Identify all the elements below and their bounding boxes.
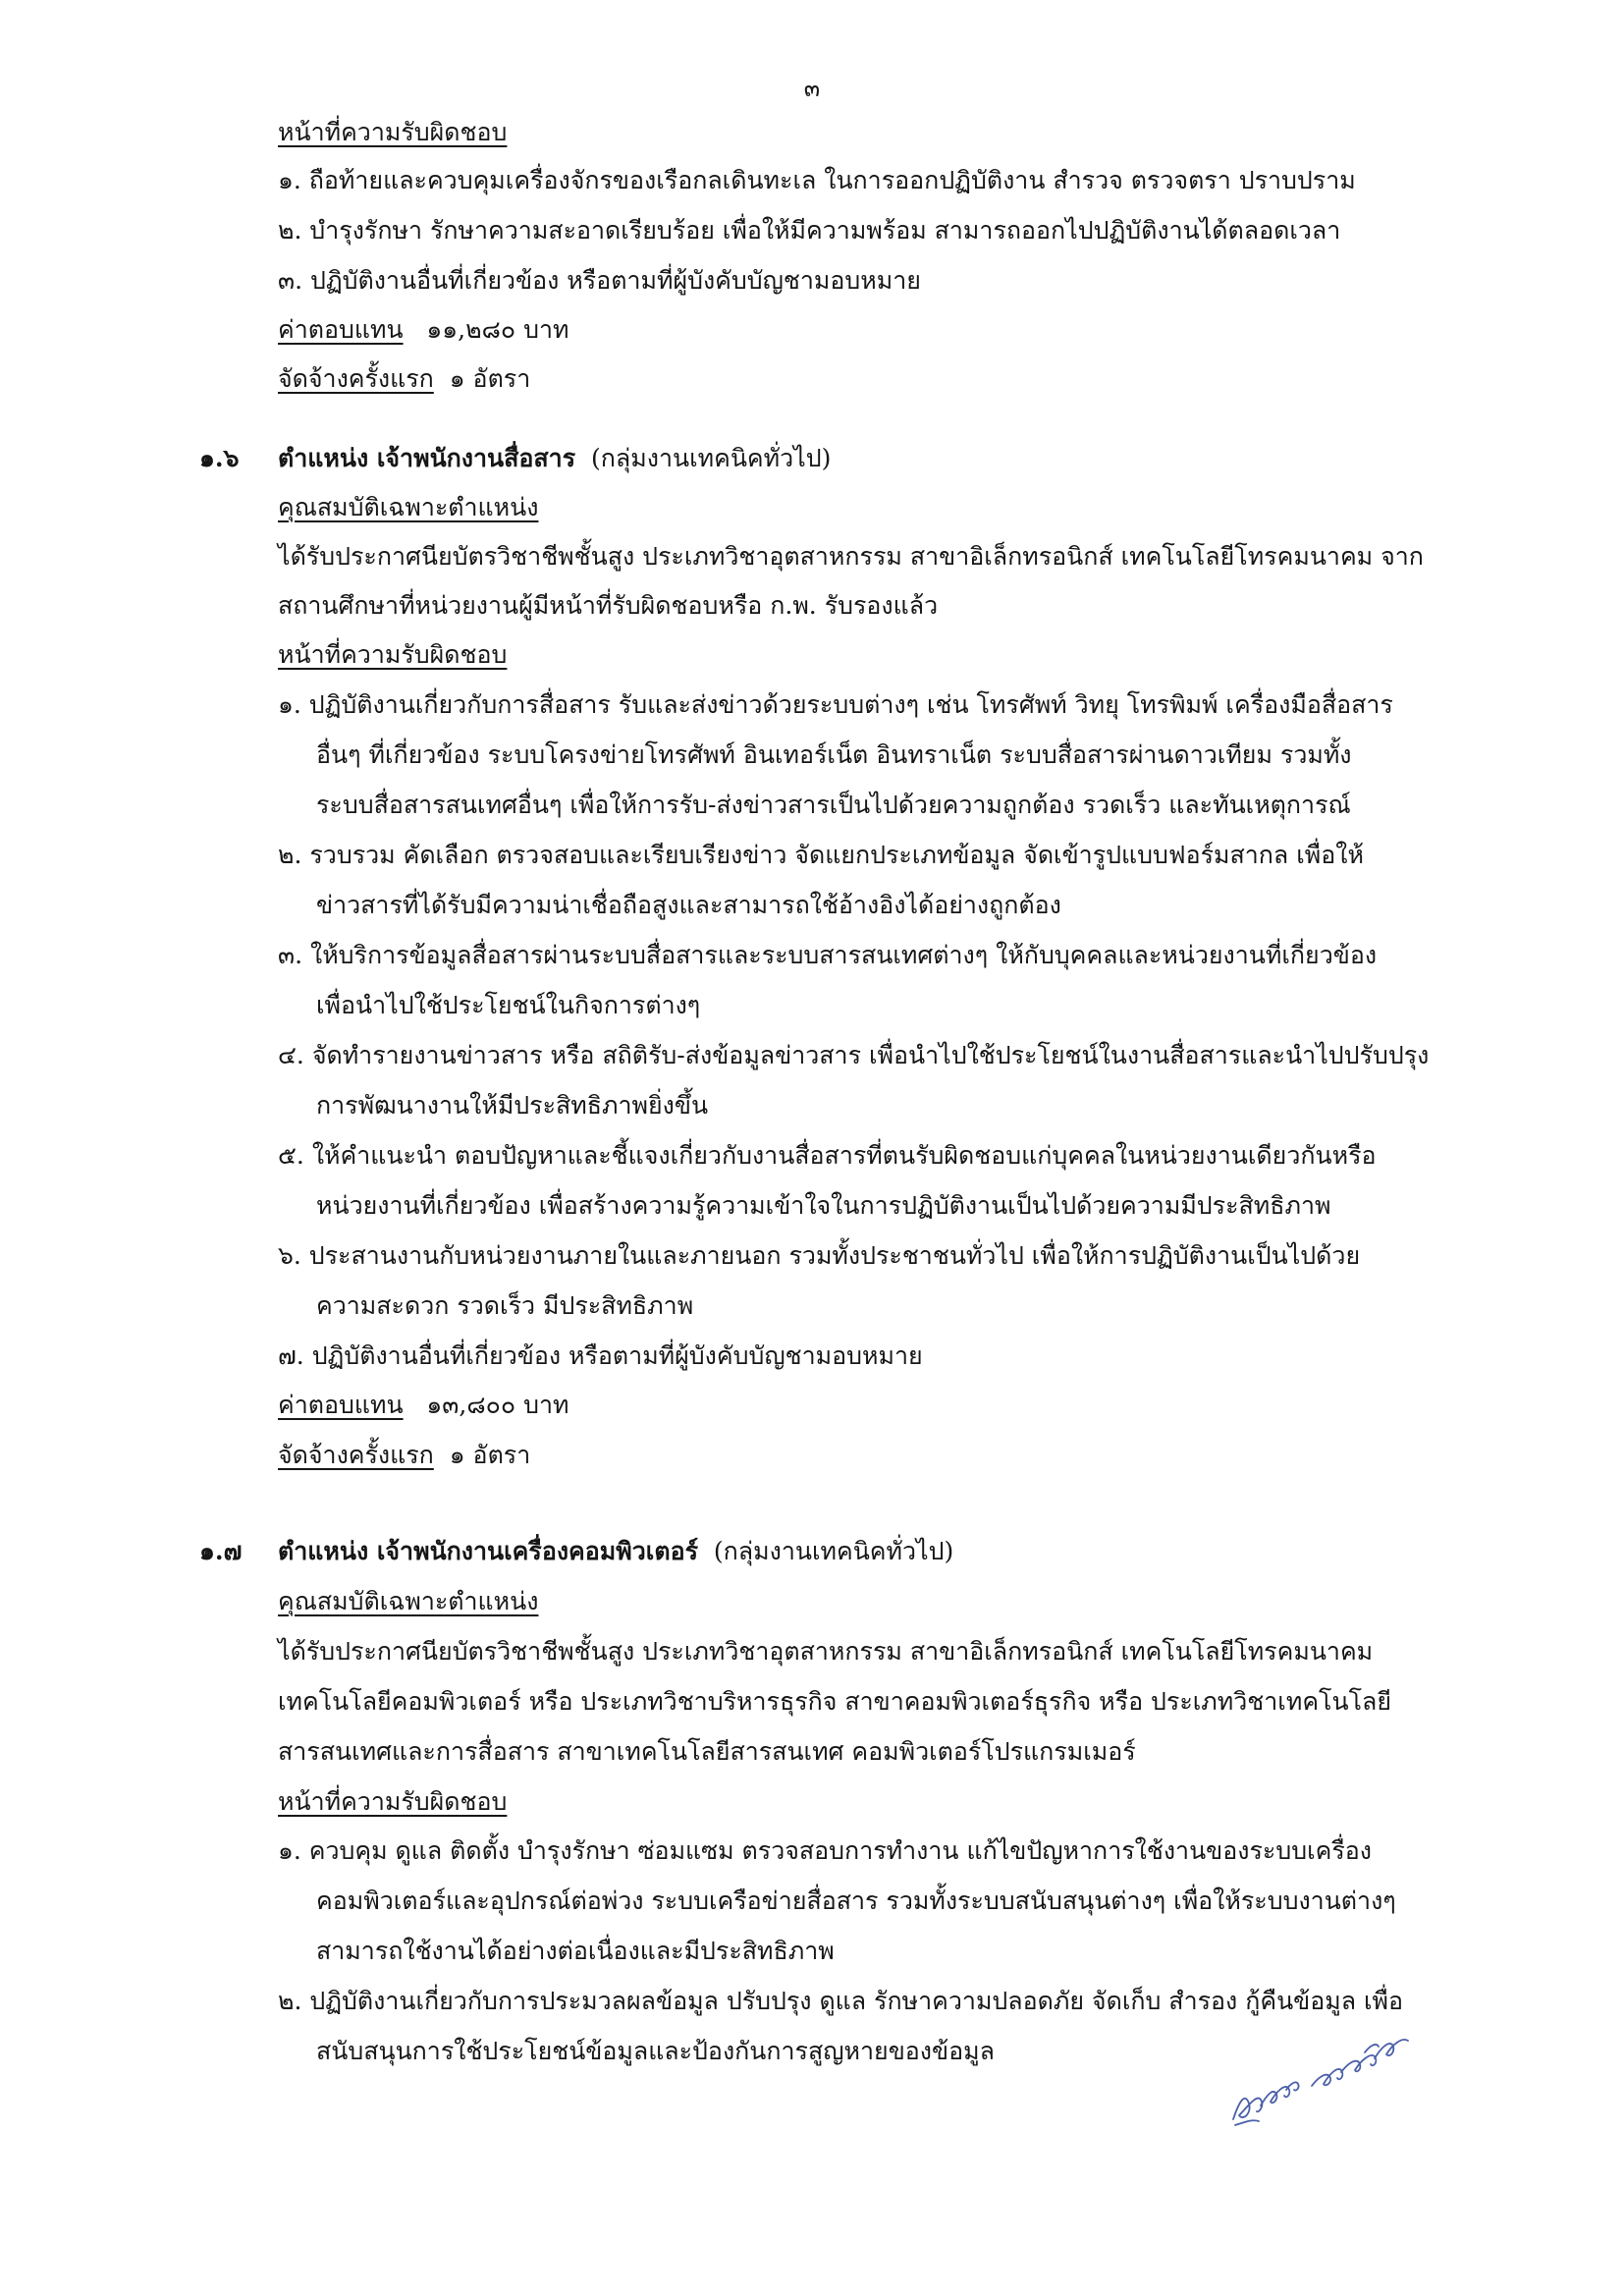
pay-value: ๑๑,๒๘๐ บาท — [426, 315, 569, 344]
duties-heading: หน้าที่ความรับผิดชอบ — [278, 118, 508, 146]
hire-row — [278, 362, 530, 396]
qualification-line: เทคโนโลยีคอมพิวเตอร์ หรือ ประเภทวิชาบริหารธุรกิจ สาขาคอมพิวเตอร์ธุรกิจ หรือ ประเภทวิชาเทคโนโลยี — [278, 1687, 1391, 1716]
duty-item: ๓. ปฏิบัติงานอื่นที่เกี่ยวข้อง หรือตามที่ผู้บังคับบัญชามอบหมาย — [278, 266, 921, 295]
qualification-heading: คุณสมบัติเฉพาะตำแหน่ง — [278, 493, 539, 521]
duty-line: ๑. ควบคุม ดูแล ติดตั้ง บำรุงรักษา ซ่อมแซม ตรวจสอบการทำงาน แก้ไขปัญหาการใช้งานของระบบเครื่อง — [278, 1836, 1372, 1865]
duties-heading: หน้าที่ความรับผิดชอบ — [278, 640, 508, 669]
pay-row — [278, 1389, 568, 1422]
handwritten-signature — [1227, 2023, 1424, 2131]
duty-line: สนับสนุนการใช้ประโยชน์ข้อมูลและป้องกันการสูญหายของข้อมูล — [316, 2037, 995, 2065]
duty-line: ๑. ปฏิบัติงานเกี่ยวกับการสื่อสาร รับและส่งข่าวด้วยระบบต่างๆ เช่น โทรศัพท์ วิทยุ โทรพิมพ์ เครื่องมือสื่อสาร — [278, 690, 1393, 719]
pay-label: ค่าตอบแทน — [278, 315, 404, 344]
duty-line: เพื่อนำไปใช้ประโยชน์ในกิจการต่างๆ — [316, 991, 701, 1019]
page-number: ๓ — [803, 75, 821, 102]
section-heading — [199, 1535, 953, 1568]
hire-row — [278, 1439, 530, 1472]
qualification-line: สถานศึกษาที่หน่วยงานผู้มีหน้าที่รับผิดชอบหรือ ก.พ. รับรองแล้ว — [278, 591, 939, 620]
hire-label: จัดจ้างครั้งแรก — [278, 1441, 434, 1469]
hire-label: จัดจ้างครั้งแรก — [278, 364, 434, 393]
duty-line: ระบบสื่อสารสนเทศอื่นๆ เพื่อให้การรับ-ส่งข่าวสารเป็นไปด้วยความถูกต้อง รวดเร็ว และทันเหตุการณ์ — [316, 791, 1351, 819]
pay-label: ค่าตอบแทน — [278, 1391, 404, 1419]
duty-line: ๒. รวบรวม คัดเลือก ตรวจสอบและเรียบเรียงข่าว จัดแยกประเภทข้อมูล จัดเข้ารูปแบบฟอร์มสากล เพื่อให้ — [278, 841, 1364, 869]
duty-item: ๑. ถือท้ายและควบคุมเครื่องจักรของเรือกลเดินทะเล ในการออกปฏิบัติงาน สำรวจ ตรวจตรา ปราบปราม — [278, 166, 1356, 194]
hire-value: ๑ อัตรา — [449, 364, 531, 393]
pay-value: ๑๓,๘๐๐ บาท — [426, 1391, 569, 1419]
duty-line: คอมพิวเตอร์และอุปกรณ์ต่อพ่วง ระบบเครือข่ายสื่อสาร รวมทั้งระบบสนับสนุนต่างๆ เพื่อให้ระบบงานต่างๆ — [316, 1886, 1396, 1915]
qualification-line: ได้รับประกาศนียบัตรวิชาชีพชั้นสูง ประเภทวิชาอุตสาหกรรม สาขาอิเล็กทรอนิกส์ เทคโนโลยีโทรคมนาคม — [278, 1637, 1374, 1666]
duty-line: ๔. จัดทำรายงานข่าวสาร หรือ สถิติรับ-ส่งข้อมูลข่าวสาร เพื่อนำไปใช้ประโยชน์ในงานสื่อสารและนำไปปรับปรุง — [278, 1041, 1430, 1069]
section-group: (กลุ่มงานเทคนิคทั่วไป) — [591, 444, 832, 472]
duty-line: อื่นๆ ที่เกี่ยวข้อง ระบบโครงข่ายโทรศัพท์ อินเทอร์เน็ต อินทราเน็ต ระบบสื่อสารผ่านดาวเทียม รวมทั้ง — [316, 740, 1352, 769]
section-heading — [199, 442, 831, 475]
duty-line: ข่าวสารที่ได้รับมีความน่าเชื่อถือสูงและสามารถใช้อ้างอิงได้อย่างถูกต้อง — [316, 891, 1061, 919]
hire-value: ๑ อัตรา — [449, 1441, 531, 1469]
qualification-line: ได้รับประกาศนียบัตรวิชาชีพชั้นสูง ประเภทวิชาอุตสาหกรรม สาขาอิเล็กทรอนิกส์ เทคโนโลยีโทรคมนาคม จาก — [278, 542, 1424, 571]
qualification-line: สารสนเทศและการสื่อสาร สาขาเทคโนโลยีสารสนเทศ คอมพิวเตอร์โปรแกรมเมอร์ — [278, 1737, 1136, 1766]
duty-line: ๕. ให้คำแนะนำ ตอบปัญหาและชี้แจงเกี่ยวกับงานสื่อสารที่ตนรับผิดชอบแก่บุคคลในหน่วยงานเดียวกันหรือ — [278, 1141, 1377, 1170]
pay-row — [278, 313, 568, 347]
section-number: ๑.๖ — [199, 444, 240, 472]
section-title: ตำแหน่ง เจ้าพนักงานสื่อสาร — [278, 444, 576, 472]
section-group: (กลุ่มงานเทคนิคทั่วไป) — [713, 1537, 954, 1565]
section-number: ๑.๗ — [199, 1537, 243, 1565]
duty-line: หน่วยงานที่เกี่ยวข้อง เพื่อสร้างความรู้ความเข้าใจในการปฏิบัติงานเป็นไปด้วยความมีประสิทธิภาพ — [316, 1191, 1331, 1220]
qualification-heading: คุณสมบัติเฉพาะตำแหน่ง — [278, 1587, 539, 1615]
duty-line: ๖. ประสานงานกับหน่วยงานภายในและภายนอก รวมทั้งประชาชนทั่วไป เพื่อให้การปฏิบัติงานเป็นไปด้วย — [278, 1241, 1361, 1270]
section-title: ตำแหน่ง เจ้าพนักงานเครื่องคอมพิวเตอร์ — [278, 1537, 699, 1565]
duties-heading: หน้าที่ความรับผิดชอบ — [278, 1787, 508, 1816]
duty-item: ๒. บำรุงรักษา รักษาความสะอาดเรียบร้อย เพื่อให้มีความพร้อม สามารถออกไปปฏิบัติงานได้ตลอดเวลา — [278, 216, 1341, 245]
duty-line: การพัฒนางานให้มีประสิทธิภาพยิ่งขึ้น — [316, 1091, 709, 1120]
duty-line: ๒. ปฏิบัติงานเกี่ยวกับการประมวลผลข้อมูล ปรับปรุง ดูแล รักษาความปลอดภัย จัดเก็บ สำรอง กู้คืนข้อมูล เพื่อ — [278, 1987, 1404, 2015]
duty-line: สามารถใช้งานได้อย่างต่อเนื่องและมีประสิทธิภาพ — [316, 1937, 835, 1965]
duty-line: ความสะดวก รวดเร็ว มีประสิทธิภาพ — [316, 1291, 694, 1320]
duty-line: ๗. ปฏิบัติงานอื่นที่เกี่ยวข้อง หรือตามที่ผู้บังคับบัญชามอบหมาย — [278, 1341, 923, 1370]
duty-line: ๓. ให้บริการข้อมูลสื่อสารผ่านระบบสื่อสารและระบบสารสนเทศต่างๆ ให้กับบุคคลและหน่วยงานที่เกี่ยวข้อง — [278, 941, 1378, 969]
